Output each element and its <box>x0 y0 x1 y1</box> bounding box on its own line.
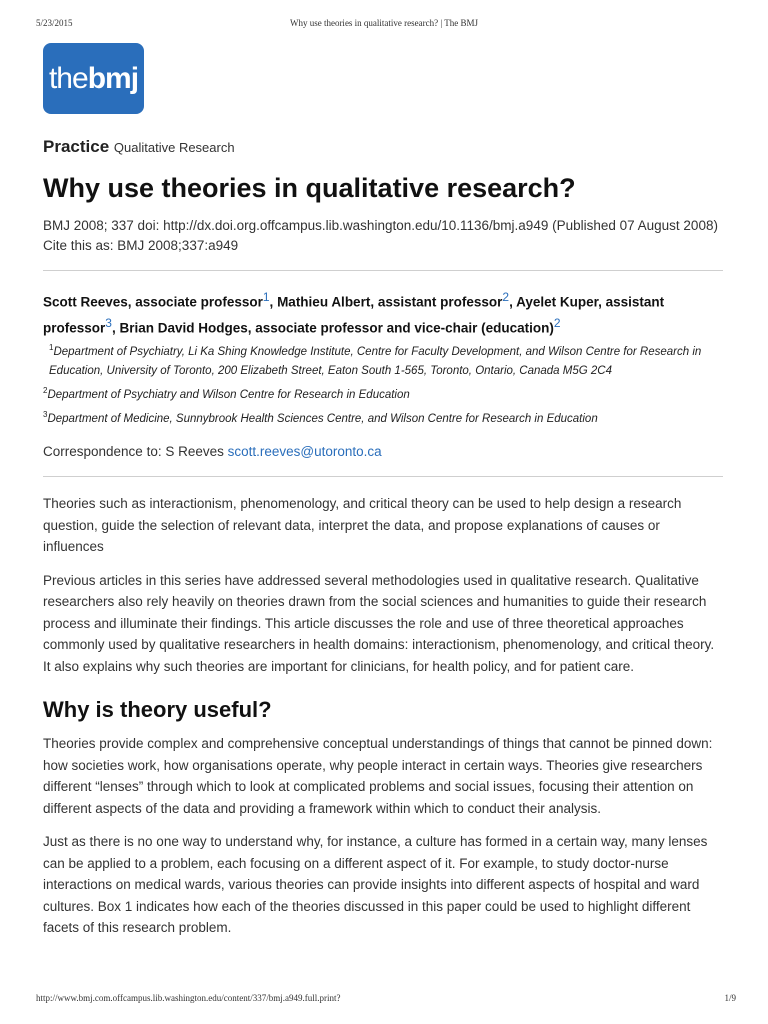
logo-text-the: the <box>48 61 88 95</box>
citation: BMJ 2008; 337 doi: http://dx.doi.org.offcampus.lib.washington.edu/10.1136/bmj.a949 (Published 07 August 2008) Cite this as: BMJ 2008;337:a949 <box>43 218 718 253</box>
author-affiliation-ref[interactable]: 2 <box>553 315 561 330</box>
affiliation-num: 2 <box>43 385 48 395</box>
affiliation-text: Department of Psychiatry, Li Ka Shing Knowledge Institute, Centre for Faculty Development, and Wilson Centre for Research in Education, University of Toronto, 200 Elizabeth Street, Eaton South 1-565, Toronto, Ontario, Canada M5G 2C4 <box>49 345 702 377</box>
affiliation-item <box>43 381 723 405</box>
correspondence-label: Correspondence to: S Reeves <box>43 444 224 460</box>
author-affiliation-ref[interactable]: 3 <box>105 315 112 330</box>
author-list: Scott Reeves, associate professor$^1$, Mathieu Albert, assistant professor$^2$, Ayelet Kuper, assistant professor$^3$, Brian David Hodges, associate professor and vice-chair (education)$^2$ <box>43 290 665 335</box>
author-affiliation-ref[interactable]: 1 <box>262 290 270 304</box>
print-url: http://www.bmj.com.offcampus.lib.washington.edu/content/337/bmj.a949.full.print? <box>36 993 341 1003</box>
section-line <box>43 135 723 160</box>
section-heading: Why is theory useful? <box>43 697 272 723</box>
author-name: Brian David Hodges, associate professor and vice-chair (education) <box>119 320 554 335</box>
affiliation-list <box>43 338 723 428</box>
correspondence <box>43 442 723 462</box>
body-paragraph: Previous articles in this series have addressed several methodologies used in qualitative research. Qualitative researchers also rely heavily on theories drawn from the social sciences and humanities to guide their research process and illuminate their findings. This article discusses the role and use of three theoretical approaches commonly used by qualitative researchers in health domains: interactionism, phenomenology, and critical theory. It also explains why such theories are important for clinicians, for health policy, and for patient care. <box>43 572 715 674</box>
affiliation-text: Department of Medicine, Sunnybrook Health Sciences Centre, and Wilson Centre for Research in Education <box>47 412 598 425</box>
body-paragraph: Theories provide complex and comprehensive conceptual understandings of things that cannot be pinned down: how societies work, how organisations operate, why people interact in certain ways. Theories give researchers different “lenses” through which to look at complicated problems and social issues, focusing their attention on different aspects of the data and providing a framework within which to conduct their analysis. <box>43 736 713 816</box>
logo-text-bmj: bmj <box>87 61 139 95</box>
print-page-title: Why use theories in qualitative research? | The BMJ <box>289 18 479 28</box>
author-name: Mathieu Albert, assistant professor <box>277 294 503 310</box>
author-name: Scott Reeves, associate professor <box>43 294 263 310</box>
print-date: 5/23/2015 <box>36 18 73 28</box>
section-sub[interactable]: Qualitative Research <box>113 140 235 155</box>
correspondence-email-link[interactable]: scott.reeves@utoronto.ca <box>227 444 382 460</box>
article-title: Why use theories in qualitative research? <box>43 173 576 203</box>
bmj-logo[interactable] <box>43 43 144 114</box>
divider <box>43 476 723 477</box>
affiliation-item <box>43 338 723 381</box>
affiliation-num: 3 <box>43 409 48 419</box>
section-label[interactable]: Practice <box>43 137 110 156</box>
divider <box>43 270 723 271</box>
affiliation-item <box>43 405 723 429</box>
abstract-paragraph: Theories such as interactionism, phenomenology, and critical theory can be used to help design a research question, guide the selection of relevant data, interpret the data, and propose explanations of causes or influences <box>43 496 682 555</box>
body-paragraph: Just as there is no one way to understand why, for instance, a culture has formed in a certain way, many lenses can be applied to a problem, each focusing on a different aspect of it. For example, to study doctor-nurse interactions on medical wards, various theories can provide insights into different aspects of hospital and ward cultures. Box 1 indicates how each of the theories discussed in this paper could be used to highlight different facets of this research problem. <box>43 834 708 936</box>
affiliation-num: 1 <box>49 343 54 352</box>
affiliation-text: Department of Psychiatry and Wilson Centre for Research in Education <box>47 388 410 401</box>
author-name: Ayelet Kuper, assistant professor <box>43 294 665 335</box>
article <box>43 135 723 939</box>
author-affiliation-ref[interactable]: 2 <box>502 290 510 304</box>
print-page-number: 1/9 <box>724 993 736 1003</box>
